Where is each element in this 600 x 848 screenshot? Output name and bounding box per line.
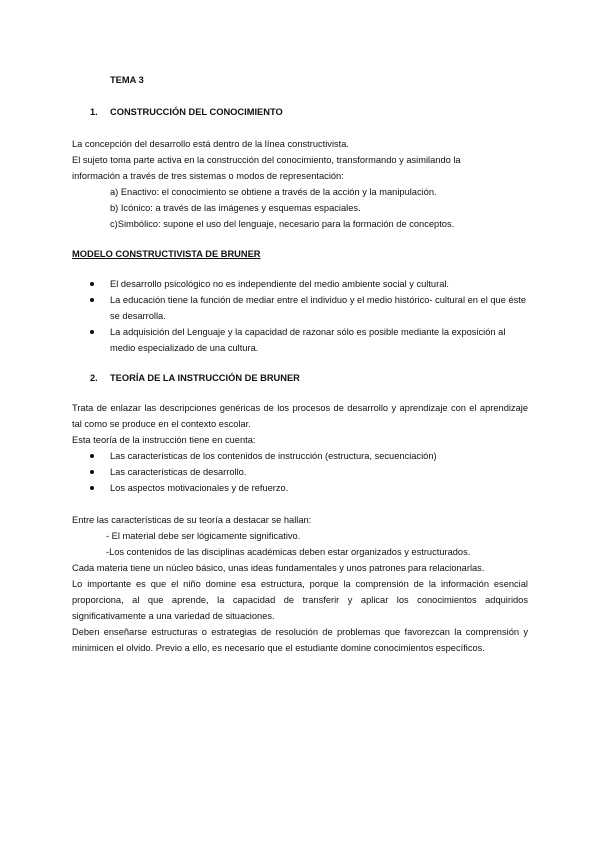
features-intro: Entre las características de su teoría a destacar se hallan:: [72, 515, 312, 525]
page-title: TEMA 3: [110, 75, 144, 85]
mode-item: a) Enactivo: el conocimiento se obtiene a través de la acción y la manipulación.: [110, 187, 437, 197]
section2-number: 2.: [90, 373, 98, 383]
feature-item: -Los contenidos de las disciplinas académicas deben estar organizados y estructurados.: [106, 547, 471, 557]
section1-heading-text: CONSTRUCCIÓN DEL CONOCIMIENTO: [110, 107, 283, 117]
list-item: Los aspectos motivacionales y de refuerzo.: [72, 480, 528, 496]
section2-intro: Trata de enlazar las descripciones genéricas de los procesos de desarrollo y aprendizaje con el aprendizaje tal como se produce en el contexto escolar.: [72, 403, 528, 429]
mode-item: b) Icónico: a través de las imágenes y esquemas espaciales.: [110, 203, 361, 213]
paragraph: Cada materia tiene un núcleo básico, unas ideas fundamentales y unos patrones para relacionarlas.: [72, 563, 485, 573]
list-item: La adquisición del Lenguaje y la capacidad de razonar sólo es posible mediante la exposición al medio especializado de una cultura.: [72, 324, 528, 356]
paragraph: Deben enseñarse estructuras o estrategias de resolución de problemas que favorezcan la comprensión y minimicen el olvido. Previo a ello, es necesario que el estudiante domine conocimientos específicos.: [72, 627, 528, 653]
model-heading: MODELO CONSTRUCTIVISTA DE BRUNER: [72, 249, 261, 259]
model-section: [72, 246, 528, 356]
section1-body: [72, 136, 528, 232]
section2-consider: Esta teoría de la instrucción tiene en cuenta:: [72, 435, 256, 445]
model-bullet-list: [72, 276, 528, 356]
section2-heading-text: TEORÍA DE LA INSTRUCCIÓN DE BRUNER: [110, 373, 300, 383]
paragraph: Lo importante es que el niño domine esa estructura, porque la comprensión de la información esencial proporciona, al que aprende, la capacidad de transferir y aplicar los conocimientos adquiridos significativamente a una variedad de situaciones.: [72, 579, 528, 621]
list-item: Las características de los contenidos de instrucción (estructura, secuenciación): [72, 448, 528, 464]
section1-line: La concepción del desarrollo está dentro de la línea constructivista.: [72, 139, 350, 149]
feature-item: - El material debe ser lógicamente significativo.: [106, 531, 301, 541]
mode-item: c)Simbólico: supone el uso del lenguaje, necesario para la formación de conceptos.: [110, 219, 455, 229]
section1-heading: [90, 104, 283, 120]
section2-body: [72, 400, 528, 656]
list-item: Las características de desarrollo.: [72, 464, 528, 480]
list-item: El desarrollo psicológico no es independiente del medio ambiente social y cultural.: [72, 276, 528, 292]
section1-line: El sujeto toma parte activa en la construcción del conocimiento, transformando y asimilando la: [72, 155, 461, 165]
list-item: La educación tiene la función de mediar entre el individuo y el medio histórico- cultural en el que éste se desarrolla.: [72, 292, 528, 324]
section1-line: información a través de tres sistemas o modos de representación:: [72, 171, 344, 181]
section2-heading: [90, 370, 300, 386]
instruction-bullet-list: [72, 448, 528, 496]
section1-number: 1.: [90, 107, 98, 117]
